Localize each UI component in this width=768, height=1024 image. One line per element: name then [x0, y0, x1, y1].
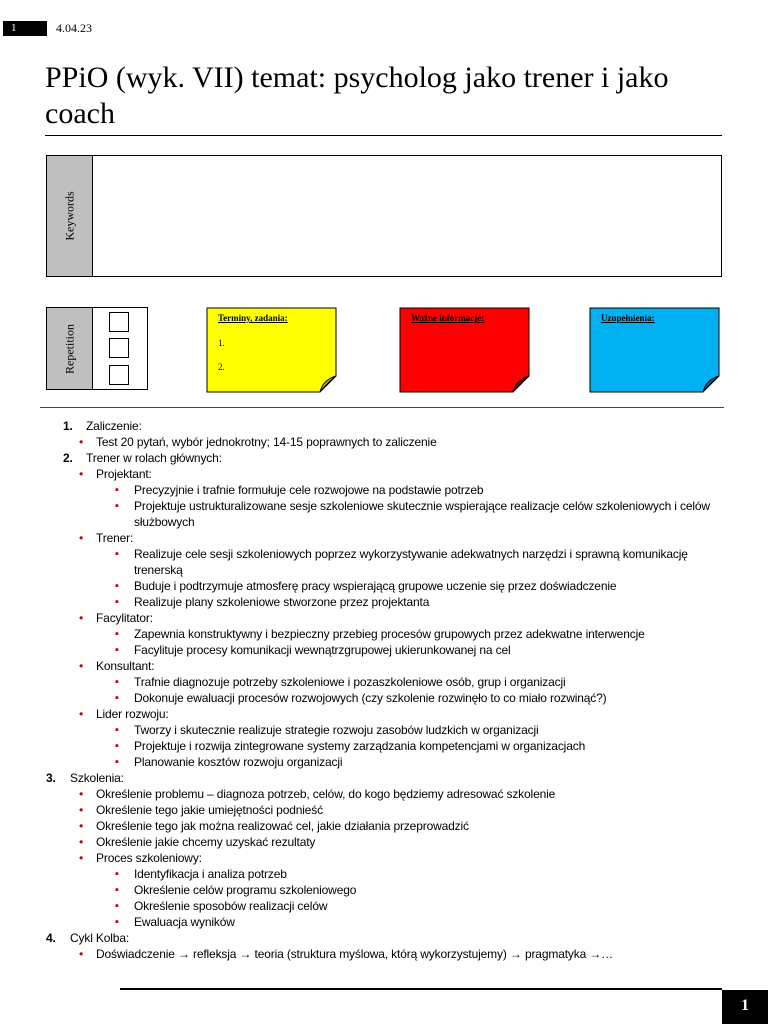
- footer-page-number: 1: [722, 990, 768, 1024]
- section-number: 2.: [63, 451, 73, 465]
- sub-list-item: ▪ Ewaluacja wyników: [42, 914, 732, 930]
- footer-divider: [120, 988, 722, 990]
- sub-list-item: ▪ Dokonuje ewaluacji procesów rozwojowych (czy szkolenie rozwinęło to co miało rozwinąć?): [42, 690, 732, 706]
- lecture-notes: [42, 418, 732, 962]
- section-heading: Cykl Kolba:: [70, 931, 130, 945]
- section-1: [42, 418, 732, 450]
- sub-list-item: ▪ Realizuje cele sesji szkoleniowych poprzez wykorzystywanie adekwatnych narzędzi i sprawną komunikację trenerską: [42, 546, 732, 578]
- sub-list-item: ▪ Precyzyjnie i trafnie formułuje cele rozwojowe na podstawie potrzeb: [42, 482, 732, 498]
- sticky-note-blue: [589, 307, 720, 393]
- list-item: • Projektant:: [42, 466, 732, 482]
- list-item: • Trener:: [42, 530, 732, 546]
- note-blue-heading: Uzupełnienia:: [601, 313, 655, 323]
- repetition-label: Repetition: [62, 323, 76, 374]
- section-4: [42, 930, 732, 962]
- section-2: [42, 450, 732, 770]
- sub-list-item: ▪ Identyfikacja i analiza potrzeb: [42, 866, 732, 882]
- keywords-label: Keywords: [62, 191, 76, 241]
- list-item: • Test 20 pytań, wybór jednokrotny; 14-15 poprawnych to zaliczenie: [42, 434, 732, 450]
- repetition-checkbox-3[interactable]: [109, 365, 129, 385]
- list-item: • Facylitator:: [42, 610, 732, 626]
- note-yellow-heading: Terminy, zadania:: [218, 313, 288, 323]
- sticky-note-red: [399, 307, 530, 393]
- section-heading: Szkolenia:: [70, 771, 124, 785]
- section-3: [42, 770, 732, 930]
- list-item: • Lider rozwoju:: [42, 706, 732, 722]
- sub-list-item: ▪ Trafnie diagnozuje potrzeby szkoleniowe i pozaszkoleniowe osób, grup i organizacji: [42, 674, 732, 690]
- title-divider: [45, 135, 722, 136]
- sub-list-item: ▪ Tworzy i skutecznie realizuje strategie rozwoju zasobów ludzkich w organizacji: [42, 722, 732, 738]
- note-yellow-item-1: 1.: [218, 338, 225, 348]
- sub-list-item: ▪ Określenie celów programu szkoleniowego: [42, 882, 732, 898]
- sub-list-item: ▪ Zapewnia konstruktywny i bezpieczny przebieg procesów grupowych przez adekwatne interwencje: [42, 626, 732, 642]
- sub-list-item: ▪ Projektuje i rozwija zintegrowane systemy zarządzania kompetencjami w organizacjach: [42, 738, 732, 754]
- repetition-checkbox-2[interactable]: [109, 338, 129, 358]
- list-item: • Określenie tego jakie umiejętności podnieść: [42, 802, 732, 818]
- list-item: • Określenie problemu – diagnoza potrzeb, celów, do kogo będziemy adresować szkolenie: [42, 786, 732, 802]
- sub-list-item: ▪ Projektuje ustrukturalizowane sesje szkoleniowe skutecznie wspierające realizacje celów szkoleniowych i celów służbowych: [42, 498, 732, 530]
- list-item: • Konsultant:: [42, 658, 732, 674]
- section-heading: Zaliczenie:: [86, 419, 142, 433]
- keywords-sidebar: [47, 156, 93, 276]
- sub-list-item: ▪ Planowanie kosztów rozwoju organizacji: [42, 754, 732, 770]
- list-item: • Określenie tego jak można realizować cel, jakie działania przeprowadzić: [42, 818, 732, 834]
- sub-list-item: ▪ Określenie sposobów realizacji celów: [42, 898, 732, 914]
- list-item: • Doświadczenie → refleksja → teoria (struktura myślowa, którą wykorzystujemy) → pragmatyka →…: [42, 946, 732, 962]
- notes-divider: [40, 407, 724, 408]
- repetition-checkbox-1[interactable]: [109, 312, 129, 332]
- sub-list-item: ▪ Realizuje plany szkoleniowe stworzone przez projektanta: [42, 594, 732, 610]
- sticky-note-yellow: [206, 307, 337, 393]
- repetition-box: [46, 307, 148, 390]
- section-number: 4.: [46, 931, 56, 945]
- sub-list-item: ▪ Buduje i podtrzymuje atmosferę pracy wspierającą grupowe uczenie się przez doświadczenie: [42, 578, 732, 594]
- page-title: PPiO (wyk. VII) temat: psycholog jako trener i jako coach: [45, 61, 669, 130]
- keywords-box: [46, 155, 722, 277]
- lecture-date: 4.04.23: [56, 21, 92, 35]
- section-heading: Trener w rolach głównych:: [86, 451, 222, 465]
- section-number: 3.: [46, 771, 56, 785]
- note-red-heading: Ważne informacje:: [411, 313, 485, 323]
- repetition-sidebar: [47, 308, 93, 389]
- list-item: • Określenie jakie chcemy uzyskać rezultaty: [42, 834, 732, 850]
- sub-list-item: ▪ Facylituje procesy komunikacji wewnątrzgrupowej ukierunkowanej na cel: [42, 642, 732, 658]
- list-item: • Proces szkoleniowy:: [42, 850, 732, 866]
- section-number: 1.: [63, 419, 73, 433]
- note-yellow-item-2: 2.: [218, 362, 225, 372]
- page-number-box: 1: [3, 21, 47, 36]
